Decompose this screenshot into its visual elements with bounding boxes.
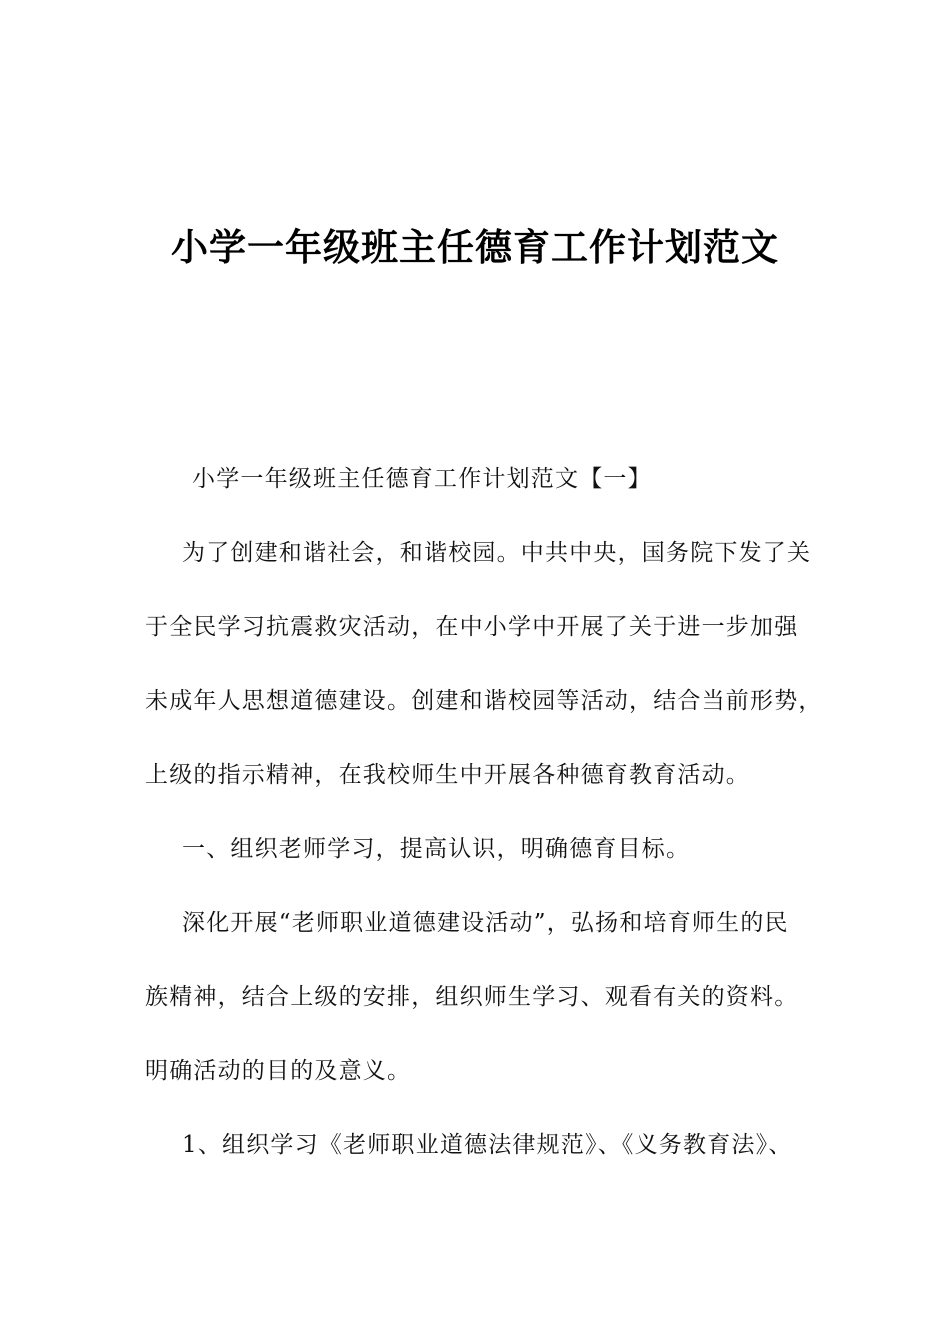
section-heading-line: 一、组织老师学习，提高认识，明确德育目标。 xyxy=(182,836,691,862)
list-item-line: 1、组织学习《老师职业道德法律规范》、《义务教育法》、 xyxy=(182,1132,793,1158)
subtitle-line: 小学一年级班主任德育工作计划范文【一】 xyxy=(192,466,652,492)
paragraph-line: 上级的指示精神，在我校师生中开展各种德育教育活动。 xyxy=(145,762,750,788)
paragraph-line: 未成年人思想道德建设。创建和谐校园等活动，结合当前形势， xyxy=(145,688,823,714)
paragraph-line: 为了创建和谐社会，和谐校园。中共中央，国务院下发了关 xyxy=(182,540,812,566)
paragraph-line: 深化开展“老师职业道德建设活动”，弘扬和培育师生的民 xyxy=(182,910,789,936)
paragraph-line: 族精神，结合上级的安排，组织师生学习、观看有关的资料。 xyxy=(145,984,799,1010)
document-title: 小学一年级班主任德育工作计划范文 xyxy=(171,226,779,269)
paragraph-line: 于全民学习抗震救灾活动，在中小学中开展了关于进一步加强 xyxy=(145,614,799,640)
paragraph-line: 明确活动的目的及意义。 xyxy=(145,1058,412,1084)
